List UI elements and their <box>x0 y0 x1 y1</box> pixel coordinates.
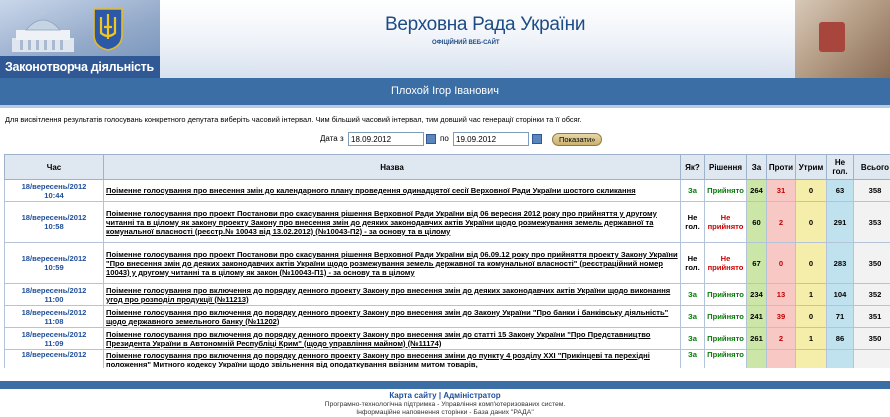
row-decision: Не прийнято <box>705 243 747 284</box>
row-how: За <box>681 328 705 350</box>
header-parliament-banner <box>0 0 160 78</box>
col-header-how: Як? <box>681 155 705 180</box>
row-proty <box>767 350 796 369</box>
row-ne-hol: 86 <box>827 328 854 350</box>
col-header-time: Час <box>5 155 104 180</box>
row-time[interactable]: 10:58 <box>44 222 64 231</box>
parliament-building-icon <box>12 8 74 52</box>
row-datetime[interactable] <box>5 202 104 243</box>
row-ne-hol: 291 <box>827 202 854 243</box>
col-header-proty: Проти <box>767 155 796 180</box>
row-how: За <box>681 306 705 328</box>
row-utrym: 0 <box>796 306 827 328</box>
row-title-cell[interactable] <box>104 180 681 202</box>
date-from-input[interactable] <box>348 132 424 146</box>
table-row <box>5 180 890 202</box>
footer-divider <box>0 381 890 389</box>
calendar-to-icon[interactable] <box>532 134 542 144</box>
row-title-cell[interactable] <box>104 306 681 328</box>
section-caption: Законотворча діяльність <box>0 56 160 78</box>
row-ne-hol: 63 <box>827 180 854 202</box>
row-datetime[interactable] <box>5 350 104 369</box>
row-date[interactable]: 18/вересень/2012 <box>21 285 87 295</box>
show-button[interactable]: Показати» <box>552 133 602 146</box>
date-to-label: по <box>440 134 449 143</box>
row-datetime[interactable] <box>5 243 104 284</box>
table-row <box>5 328 890 350</box>
row-title-cell[interactable] <box>104 284 681 306</box>
footer-links <box>0 391 890 400</box>
table-header-row <box>5 155 890 180</box>
row-date[interactable]: 18/вересень/2012 <box>21 254 87 263</box>
row-datetime[interactable] <box>5 328 104 350</box>
row-title-cell[interactable] <box>104 202 681 243</box>
row-proty: 0 <box>767 243 796 284</box>
instruction-text: Для висвітлення результатів голосувань конкретного депутата виберіть часовий інтервал. Чим більший часовий інтервал, тим довший час генерації сторінки та її обсяг. <box>5 115 582 124</box>
table-row <box>5 243 890 284</box>
row-decision: Прийнято <box>705 328 747 350</box>
footer-content-text: Інформаційне наповнення сторінки - База даних "РАДА" <box>356 409 534 416</box>
row-utrym: 0 <box>796 243 827 284</box>
col-header-vsyogo: Всього <box>854 155 890 180</box>
row-utrym: 1 <box>796 328 827 350</box>
row-za: 241 <box>747 306 767 328</box>
row-datetime[interactable] <box>5 284 104 306</box>
title-divider <box>0 105 890 108</box>
row-utrym: 0 <box>796 180 827 202</box>
admin-link[interactable]: Адміністратор <box>443 391 501 400</box>
row-ne-hol: 71 <box>827 306 854 328</box>
row-za: 67 <box>747 243 767 284</box>
row-title-link[interactable]: Поіменне голосування про включення до порядку денного проекту Закону про внесення змін до деяких законодавчих актів України щодо виконання угод про розподіл продукції (№11213) <box>106 285 671 304</box>
row-ne-hol <box>827 350 854 369</box>
votes-table <box>4 154 890 368</box>
row-time[interactable]: 11:09 <box>44 338 64 348</box>
row-datetime[interactable] <box>5 306 104 328</box>
col-header-za: За <box>747 155 767 180</box>
row-za: 261 <box>747 328 767 350</box>
row-vsyogo: 358 <box>854 180 890 202</box>
row-za <box>747 350 767 369</box>
row-title-link[interactable]: Поіменне голосування про проект Постанови про скасування рішення Верховної Ради України від 06 вересня 2012 року про прийняття у другому читанні та в цілому як закону проекту Закону про внесення змін до деяких законодавчих актів України щодо розмежування земель державної та комунальної власності (реєстр.№ 10043 від 13.02.2012) (№10043-П2) - за основу та в цілому <box>106 208 657 236</box>
row-vsyogo: 350 <box>854 243 890 284</box>
row-how: За <box>681 350 705 369</box>
row-title-cell[interactable] <box>104 350 681 369</box>
row-vsyogo: 351 <box>854 306 890 328</box>
site-title[interactable]: Верховна Рада України <box>385 14 586 35</box>
row-title-link[interactable]: Поіменне голосування про включення до порядку денного проекту Закону про внесення змін до Закону України "Про банки і банківську діяльність" щодо державного земельного банку (№11202) <box>106 307 669 326</box>
row-utrym: 0 <box>796 202 827 243</box>
row-date[interactable]: 18/вересень/2012 <box>21 329 87 339</box>
table-row <box>5 202 890 243</box>
row-time[interactable]: 10:44 <box>44 190 64 200</box>
row-utrym <box>796 350 827 369</box>
row-utrym: 1 <box>796 284 827 306</box>
row-title-link[interactable]: Поіменне голосування про включення до порядку денного проекту Закону про внесення зміни до пункту 4 розділу XXI "Прикінцеві та перехідні положення" Митного кодексу України щодо звільнення від оподаткування ввізним митом товарів, <box>106 351 650 368</box>
row-decision: Прийнято <box>705 306 747 328</box>
row-how: Не гол. <box>681 243 705 284</box>
row-date[interactable]: 18/вересень/2012 <box>21 181 87 191</box>
calendar-from-icon[interactable] <box>426 134 436 144</box>
date-from-label: Дата з <box>320 134 344 143</box>
row-ne-hol: 104 <box>827 284 854 306</box>
date-to-input[interactable] <box>453 132 529 146</box>
votes-table-container[interactable] <box>4 154 890 368</box>
row-title-cell[interactable] <box>104 328 681 350</box>
row-how: За <box>681 180 705 202</box>
row-vsyogo: 352 <box>854 284 890 306</box>
row-vsyogo: 350 <box>854 328 890 350</box>
row-title-cell[interactable] <box>104 243 681 284</box>
row-datetime[interactable] <box>5 180 104 202</box>
row-time[interactable]: 11:00 <box>44 294 64 304</box>
coat-of-arms-trident-icon <box>92 7 124 51</box>
table-row <box>5 350 890 369</box>
col-header-ne-hol: Не гол. <box>827 155 854 180</box>
row-proty: 31 <box>767 180 796 202</box>
row-date[interactable]: 18/вересень/2012 <box>21 307 87 317</box>
row-za: 234 <box>747 284 767 306</box>
table-row <box>5 284 890 306</box>
tribune-shape <box>819 22 845 52</box>
site-header <box>0 0 890 78</box>
footer-separator: | <box>438 391 442 400</box>
footer-support-text: Програмно-технологічна підтримка - Управління комп'ютеризованих систем. <box>324 401 566 408</box>
col-header-decision: Рішення <box>705 155 747 180</box>
row-title-link[interactable]: Поіменне голосування про проект Постанови про скасування рішення Верховної Ради України від 06.09.12 року про прийняття проекту Закону України "Про внесення змін до деяких законодавчих актів України щодо розмежування земель державної та комунальної власності" (реєстраційний номер 10043) у другому читанні та в цілому як закон (№10043-П1) - за основу та в цілому <box>106 249 678 277</box>
row-date[interactable]: 18/вересень/2012 <box>21 213 87 222</box>
row-decision: Прийнято <box>705 350 747 369</box>
sitemap-link[interactable]: Карта сайту <box>389 391 437 400</box>
row-proty: 13 <box>767 284 796 306</box>
row-time[interactable]: 11:08 <box>44 316 64 326</box>
row-proty: 39 <box>767 306 796 328</box>
row-time[interactable]: 10:59 <box>44 263 64 272</box>
col-header-utrym: Утрим <box>796 155 827 180</box>
row-decision: Прийнято <box>705 180 747 202</box>
row-vsyogo <box>854 350 890 369</box>
row-date[interactable]: 18/вересень/2012 <box>21 350 87 359</box>
header-session-hall-image <box>795 0 890 78</box>
col-header-name: Назва <box>104 155 681 180</box>
row-za: 264 <box>747 180 767 202</box>
table-row <box>5 306 890 328</box>
row-ne-hol: 283 <box>827 243 854 284</box>
row-proty: 2 <box>767 202 796 243</box>
row-how: За <box>681 284 705 306</box>
row-za: 60 <box>747 202 767 243</box>
row-title-link[interactable]: Поіменне голосування про внесення змін до календарного плану проведення одинадцятої сесії Верховної Ради України шостого скликання <box>106 186 636 195</box>
row-title-link[interactable]: Поіменне голосування про включення до порядку денного проекту Закону про внесення змін до статті 15 Закону України "Про Представництво Президента України в Автономній Республіці Крим" (щодо управління майном) (№11174) <box>106 329 651 348</box>
row-decision: Прийнято <box>705 284 747 306</box>
deputy-name-title: Плохой Ігор Іванович <box>0 78 890 105</box>
row-vsyogo: 353 <box>854 202 890 243</box>
site-subtitle: ОФІЦІЙНИЙ ВЕБ-САЙТ <box>432 40 500 46</box>
row-decision: Не прийнято <box>705 202 747 243</box>
row-proty: 2 <box>767 328 796 350</box>
row-how: Не гол. <box>681 202 705 243</box>
